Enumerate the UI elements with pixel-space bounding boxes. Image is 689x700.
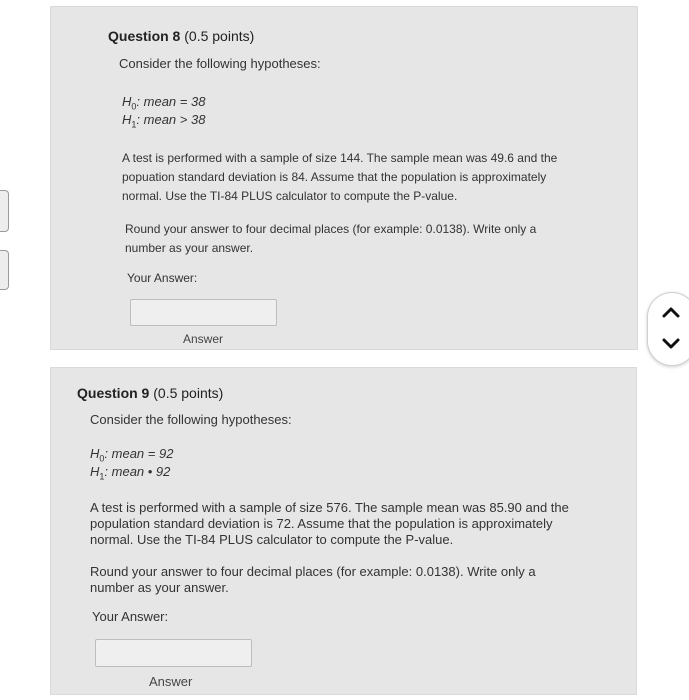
page-scroll-widget: [647, 292, 689, 366]
your-answer-label: Your Answer:: [127, 271, 198, 285]
instruction-line: Round your answer to four decimal places (for example: 0.0138). Write only a: [125, 222, 537, 236]
question-8-body: [122, 149, 557, 206]
body-line: popuation standard deviation is 84. Assume that the population is approximately: [122, 170, 547, 184]
edge-tab: [0, 250, 9, 290]
answer-input[interactable]: [130, 299, 277, 326]
body-line: A test is performed with a sample of size 144. The sample mean was 49.6 and the: [122, 151, 558, 165]
body-line: normal. Use the TI-84 PLUS calculator to compute the P-value.: [122, 189, 458, 203]
question-9-title: Question 9 (0.5 points): [77, 385, 224, 401]
question-8-instructions: [125, 220, 536, 258]
question-8-intro: Consider the following hypotheses:: [119, 56, 321, 71]
null-hypothesis: $H_0$: mean = 92: [90, 446, 174, 464]
edge-tab: [0, 190, 9, 232]
question-8-title: Question 8 (0.5 points): [108, 28, 255, 44]
body-line: population standard deviation is 72. Assume that the population is approximately: [90, 516, 553, 531]
chevron-down-icon[interactable]: [661, 337, 681, 351]
alternative-hypothesis: $H_1$: mean • 92: [90, 464, 171, 482]
null-hypothesis: $H_0$: mean = 38: [122, 94, 206, 112]
instruction-line: Round your answer to four decimal places (for example: 0.0138). Write only a: [90, 564, 536, 579]
body-line: normal. Use the TI-84 PLUS calculator to compute the P-value.: [90, 532, 454, 547]
question-9-instructions: [90, 564, 536, 596]
question-9-intro: Consider the following hypotheses:: [90, 412, 292, 427]
instruction-line: number as your answer.: [125, 241, 254, 255]
body-line: A test is performed with a sample of size 576. The sample mean was 85.90 and the: [90, 500, 569, 515]
answer-caption: Answer: [183, 332, 224, 346]
question-9-body: [90, 500, 569, 548]
answer-caption: Answer: [149, 674, 193, 689]
your-answer-label: Your Answer:: [92, 609, 169, 624]
instruction-line: number as your answer.: [90, 580, 229, 595]
chevron-up-icon[interactable]: [661, 305, 681, 319]
answer-input[interactable]: [95, 639, 252, 667]
question-9-panel: [50, 367, 637, 695]
question-8-panel: [50, 6, 638, 350]
alternative-hypothesis: $H_1$: mean > 38: [122, 112, 206, 130]
